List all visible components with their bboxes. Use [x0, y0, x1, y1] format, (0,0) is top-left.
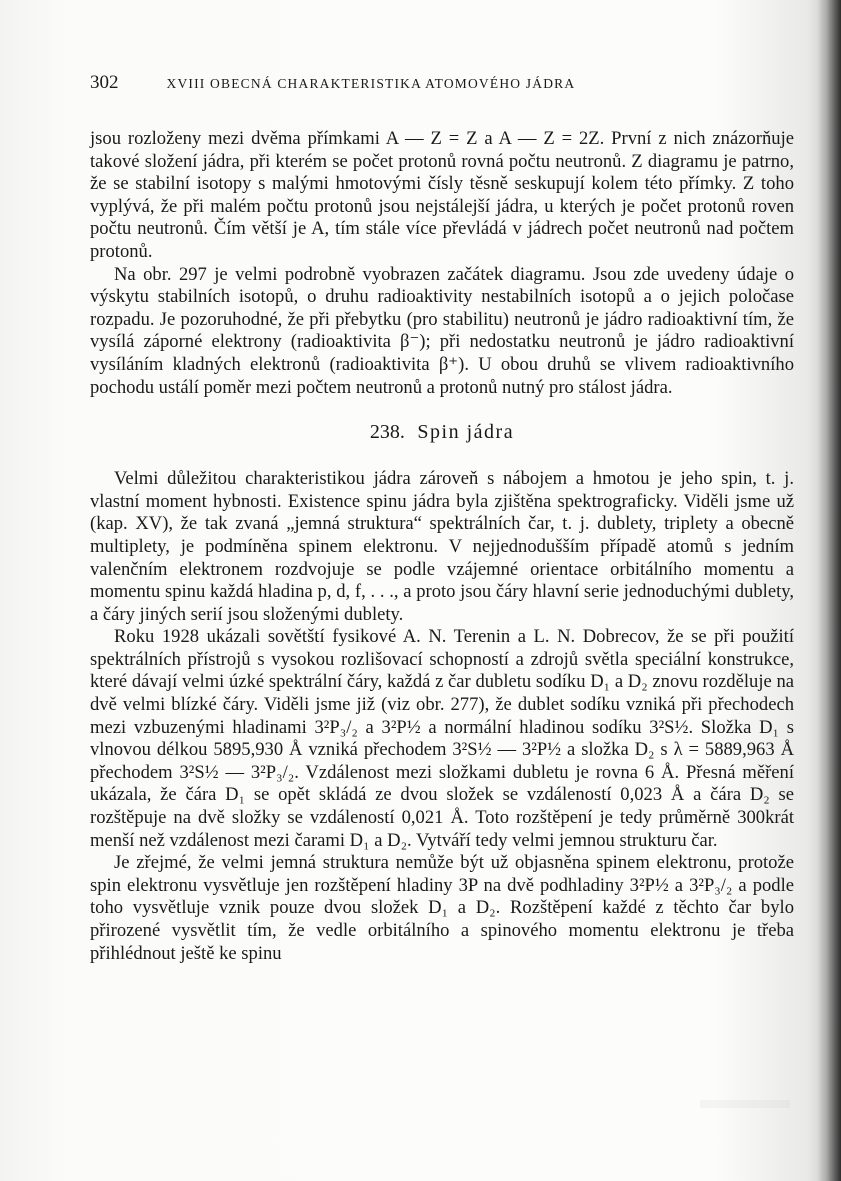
chapter-title: XVIII OBECNÁ CHARAKTERISTIKA ATOMOVÉHO JÁDRA [166, 76, 576, 91]
paragraph-diagram: Na obr. 297 je velmi podrobně vyobrazen začátek diagramu. Jsou zde uvedeny údaje o výskytu stabilních isotopů, o druhu radioaktivity nestabilních isotopů a o jejich poločase rozpadu. Je pozoruhodné, že při přebytku (pro stabilitu) neutronů je jádro radioaktivní tím, že vysílá záporné elektrony (radioaktivita β⁻); při nedostatku neutronů je jádro radioaktivní vysíláním kladných elektronů (radioaktivita β⁺). U obou druhů se vlivem radioaktivního pochodu ustálí poměr mezi počtem neutronů a protonů nutný pro stálost jádra. [90, 263, 794, 398]
paragraph-continued: jsou rozloženy mezi dvěma přímkami A — Z = Z a A — Z = 2Z. První z nich znázorňuje takové složení jádra, při kterém se počet protonů rovná počtu neutronů. Z diagramu je patrno, že se stabilní isotopy s malými hmotovými čísly těsně seskupují kolem této přímky. Z toho vyplývá, že při malém počtu protonů jsou nejstálejší jádra, u kterých je počet protonů roven počtu neutronů. Čím větší je A, tím stále více převládá v jádrech počet neutronů nad počtem protonů. [90, 128, 794, 262]
section-number: 238. [369, 421, 405, 444]
page-number: 302 [90, 72, 119, 93]
paragraph-spin-intro: Velmi důležitou charakteristikou jádra zároveň s nábojem a hmotou je jeho spin, t. j. vlastní moment hybnosti. Existence spinu jádra byla zjištěna spektrograficky. Viděli jsme už (kap. XV), že tak zvaná „jemná struktura“ spektrálních čar, t. j. dublety, triplety a obecně multiplety, je podmíněna spinem elektronu. V nejjednodušším případě atomů s jedním valenčním elektronem rozdvojuje se podle vzájemné orientace orbitálního momentu a momentu spinu každá hladina p, d, f, . . ., a proto jsou čáry hlavní serie jednoduchými dublety, a čáry jiných serií jsou složenými dublety. [90, 468, 794, 625]
book-spine-shadow [817, 0, 841, 1181]
section-title: Spin jádra [417, 421, 515, 444]
page-content [90, 72, 794, 965]
section-heading [90, 421, 794, 444]
paragraph-fine-structure: Je zřejmé, že velmi jemná struktura nemůže být už objasněna spinem elektronu, protože spin elektronu vysvětluje jen rozštěpení hladiny 3P na dvě podhladiny 3²P½ a 3²P₃/₂ a podle toho vysvětluje vznik pouze dvou složek D₁ a D₂. Rozštěpení každé z těchto čar bylo přirozené vysvětlit tím, že vedle orbitálního a spinového momentu elektronu je třeba přihlédnout ještě ke spinu [90, 852, 794, 964]
print-smudge [700, 1100, 790, 1108]
paragraph-terenin-dobrecov: Roku 1928 ukázali sovětští fysikové A. N. Terenin a L. N. Dobrecov, že se při použití spektrálních přístrojů s vysokou rozlišovací schopností a zdrojů světla speciální konstrukce, které dávají velmi úzké spektrální čáry, každá z čar dubletu sodíku D₁ a D₂ znovu rozděluje na dvě velmi blízké čáry. Viděli jsme již (viz obr. 277), že dublet sodíku vzniká při přechodech mezi vzbuzenými hladinami 3²P₃/₂ a 3²P½ a normální hladinou sodíku 3²S½. Složka D₁ s vlnovou délkou 5895,930 Å vzniká přechodem 3²S½ — 3²P½ a složka D₂ s λ = 5889,963 Å přechodem 3²S½ — 3²P₃/₂. Vzdálenost mezi složkami dubletu je rovna 6 Å. Přesná měření ukázala, že čára D₁ se opět skládá ze dvou složek se vzdáleností 0,023 Å a čára D₂ se rozštěpuje na dvě složky se vzdáleností 0,021 Å. Toto rozštěpení je tedy průměrně 300krát menší než vzdálenost mezi čarami D₁ a D₂. Vytváří tedy velmi jemnou strukturu čar. [90, 626, 794, 851]
running-head [90, 72, 794, 94]
